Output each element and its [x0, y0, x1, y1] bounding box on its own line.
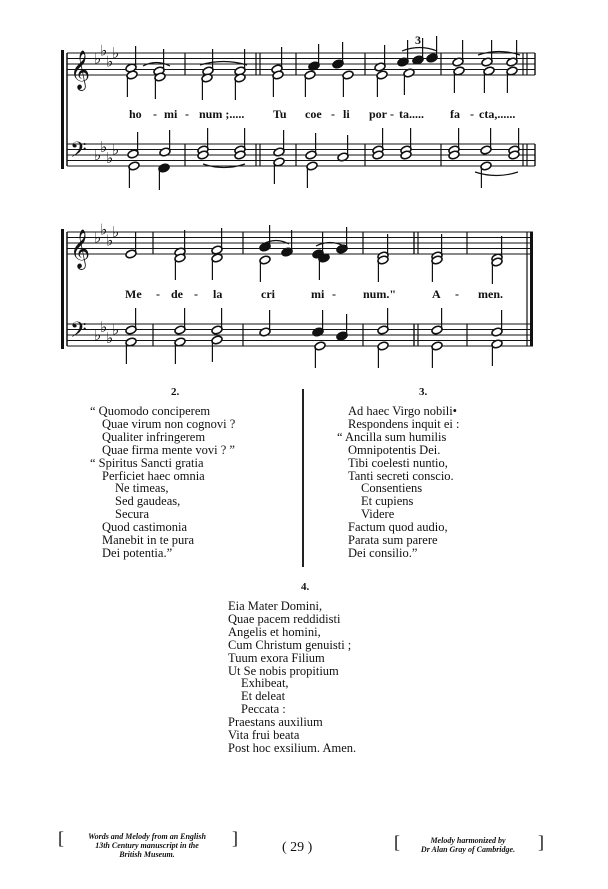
- lyric-syllable: mi: [311, 287, 325, 301]
- flat-icon: ♭: [106, 231, 114, 250]
- verse-number-3: 3.: [419, 386, 428, 398]
- flat-icon: ♭: [100, 220, 108, 239]
- verse-line: Parata sum parere: [348, 533, 438, 548]
- verse-line: Manebit in te pura: [102, 533, 194, 548]
- flat-icon: ♭: [94, 228, 102, 247]
- flat-icon: ♭: [94, 146, 102, 164]
- verse-line: Sed gaudeas,: [115, 494, 181, 509]
- verse-line: Praestans auxilium: [228, 715, 323, 730]
- footer-note-line: 13th Century manuscript in the: [95, 841, 199, 850]
- system-brace: [61, 229, 64, 349]
- verse-line: Ut Se nobis propitium: [228, 663, 339, 678]
- verse-4: [228, 600, 356, 755]
- verse-line: Et cupiens: [361, 494, 414, 509]
- footer-note-line: Melody harmonized by: [430, 836, 506, 845]
- flat-icon: ♭: [112, 223, 120, 241]
- verse-line: Peccata :: [241, 702, 286, 717]
- verse-line: Consentiens: [361, 481, 423, 496]
- verse-line: Exhibeat,: [241, 676, 289, 691]
- verse-line: Ad haec Virgo nobili•: [348, 404, 458, 418]
- bracket-left-icon: [: [58, 828, 64, 848]
- bracket-right-icon: ]: [232, 828, 238, 848]
- verse-line: Cum Christum genuisti ;: [228, 637, 352, 652]
- flat-icon: ♭: [106, 328, 114, 347]
- flat-icon: ♭: [106, 52, 114, 71]
- verse-line: Angelis et homini,: [228, 624, 321, 639]
- lyric-syllable: de: [171, 287, 183, 301]
- verse-line: Quae firma mente vovi ? ”: [102, 442, 235, 457]
- bass-clef-icon: 𝄢: [70, 138, 87, 168]
- verse-line: Vita frui beata: [228, 728, 300, 743]
- flat-icon: ♭: [94, 326, 102, 344]
- footer-harmony-note: [394, 832, 544, 854]
- verse-line: Ne timeas,: [115, 481, 169, 496]
- flat-icon: ♭: [112, 320, 120, 339]
- lyric-hyphen: -: [156, 287, 160, 301]
- verse-line: Videre: [361, 507, 395, 522]
- verse-line: “ Quomodo conciperem: [90, 404, 211, 418]
- lyric-syllable: A: [432, 287, 441, 301]
- verse-line: Respondens inquit ei :: [348, 416, 460, 431]
- system-brace: [61, 50, 64, 169]
- verse-line: Quod castimonia: [102, 520, 188, 535]
- lyric-syllable: cri: [261, 287, 275, 301]
- lyric-syllable: mi: [164, 107, 178, 121]
- bracket-left-icon: [: [394, 832, 400, 852]
- lyric-syllable: Tu: [273, 107, 287, 121]
- footer-source-note: [58, 828, 238, 859]
- lyric-hyphen: -: [194, 287, 198, 301]
- verse-number-2: 2.: [171, 386, 180, 398]
- verse-line: Dei consilio.”: [348, 545, 418, 560]
- lyric-hyphen: -: [332, 287, 336, 301]
- verse-line: Qualiter infringerem: [102, 429, 206, 444]
- verse-line: Post hoc exsilium. Amen.: [228, 740, 357, 755]
- lyric-syllable: li: [343, 107, 350, 121]
- lyric-syllable: men.: [478, 287, 503, 301]
- verse-3: [337, 405, 459, 560]
- bass-clef-icon: 𝄢: [70, 318, 87, 348]
- verse-line: Quae virum non cognovi ?: [102, 416, 236, 431]
- verse-line: Tibi coelesti nuntio,: [348, 455, 448, 470]
- verse-line: Et deleat: [241, 689, 286, 704]
- verse-line: Factum quod audio,: [348, 520, 448, 535]
- verse-line: “ Spiritus Sancti gratia: [90, 455, 204, 470]
- treble-clef-icon: 𝄞: [70, 50, 91, 90]
- verse-number-4: 4.: [301, 581, 310, 593]
- verse-2: [90, 405, 235, 560]
- lyric-syllable: ho: [129, 107, 142, 121]
- bracket-right-icon: ]: [538, 832, 544, 852]
- lyric-syllable: por: [369, 107, 387, 121]
- flat-icon: ♭: [100, 317, 108, 336]
- verse-line: Tuum exora Filium: [228, 650, 325, 665]
- flat-icon: ♭: [100, 41, 108, 60]
- footer-note-line: Words and Melody from an English: [88, 832, 206, 841]
- lyric-syllable: la: [213, 287, 223, 301]
- lyric-syllable: fa: [450, 107, 460, 121]
- lyric-syllable: Me: [125, 287, 142, 301]
- verse-line: Dei potentia.”: [102, 545, 173, 560]
- flat-icon: ♭: [94, 49, 102, 68]
- verse-line: Quae pacem reddidisti: [228, 611, 341, 626]
- flat-icon: ♭: [112, 44, 120, 62]
- lyric-hyphen: -: [185, 107, 189, 121]
- verse-line: Secura: [115, 507, 150, 522]
- verse-line: Eia Mater Domini,: [228, 599, 323, 613]
- lyric-syllable: num ;.....: [199, 107, 245, 121]
- flat-icon: ♭: [100, 137, 108, 156]
- verse-line: Tanti secreti conscio.: [348, 468, 454, 483]
- verse-line: “ Ancilla sum humilis: [337, 429, 447, 444]
- lyric-hyphen: -: [153, 107, 157, 121]
- flat-icon: ♭: [112, 140, 120, 159]
- footer-note-line: Dr Alan Gray of Cambridge.: [420, 845, 516, 854]
- page-number: ( 29 ): [282, 840, 313, 855]
- triplet-number: 3: [415, 33, 421, 47]
- treble-clef-icon: 𝄞: [70, 229, 91, 269]
- lyric-hyphen: -: [470, 107, 474, 121]
- flat-icon: ♭: [106, 148, 114, 167]
- lyric-hyphen: -: [455, 287, 459, 301]
- verse-line: Perficiet haec omnia: [102, 468, 205, 483]
- final-bar-line: [530, 232, 533, 346]
- lyric-syllable: coe: [305, 107, 322, 121]
- lyric-syllable: ta.....: [399, 107, 424, 121]
- footer-note-line: British Museum.: [119, 850, 175, 859]
- lyric-syllable: cta,......: [479, 107, 516, 121]
- lyric-hyphen: -: [390, 107, 394, 121]
- column-divider: [302, 389, 304, 567]
- lyric-hyphen: -: [331, 107, 335, 121]
- lyric-syllable: num.": [363, 287, 397, 301]
- verse-line: Omnipotentis Dei.: [348, 442, 441, 457]
